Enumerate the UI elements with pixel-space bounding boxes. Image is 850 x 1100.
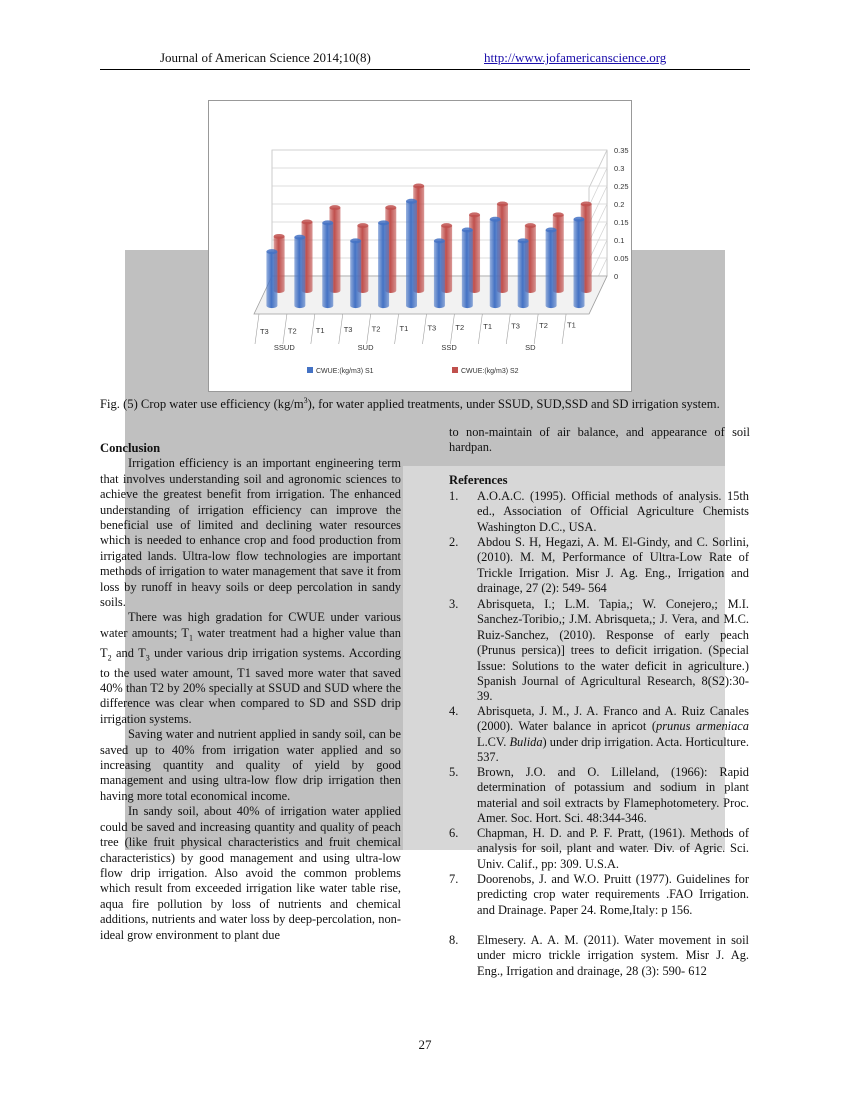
category-divider (478, 314, 482, 344)
category-divider (339, 314, 343, 344)
bar-top (574, 217, 585, 222)
category-divider (367, 314, 371, 344)
bar-top (434, 238, 445, 243)
conclusion-paragraph-3: Saving water and nutrient applied in sandy soil, can be saved up to 40% from irrigation water applied and so increasing quantity and quality of yield by good management and using ultra-low flow drip irrigation then having more total economical income. (100, 727, 401, 803)
y-tick-label: 0.3 (614, 164, 625, 173)
bar-top (322, 220, 333, 225)
x-tick-label: T2 (371, 324, 381, 334)
legend-label: CWUE:(kg/m3) S1 (316, 368, 374, 375)
reference-item: 2. Abdou S. H, Hegazi, A. M. El-Gindy, and C. Sorlini, (2010). M. M, Performance of Ultra-Low Rate of Trickle Irrigation. Misr J. Ag. Eng., Irrigation and drainage, 27 (2): 549- 564 (449, 535, 749, 596)
bar-top (469, 212, 480, 217)
bar-top (462, 228, 473, 233)
x-tick-label: T3 (511, 321, 520, 331)
right-column (449, 425, 750, 488)
header-rule (100, 69, 750, 70)
category-divider (395, 314, 399, 344)
x-tick-label: T3 (427, 323, 437, 333)
bar-body (406, 201, 417, 308)
bar-body (378, 223, 389, 308)
bar-top (581, 202, 592, 207)
x-tick-label: T1 (483, 322, 493, 332)
y-tick-label: 0 (614, 272, 619, 281)
references-heading: References (449, 472, 508, 487)
category-divider (283, 314, 287, 344)
x-tick-label: T2 (539, 321, 548, 330)
bar-top (553, 212, 564, 217)
bar-top (546, 228, 557, 233)
bar-top (525, 223, 536, 228)
journal-url[interactable]: http://www.jofamericanscience.org (484, 50, 667, 65)
bar-body (294, 237, 305, 308)
bar-body (434, 241, 445, 308)
category-divider (311, 314, 315, 344)
y-tick-label: 0.2 (614, 200, 625, 209)
bar-top (406, 199, 417, 204)
conclusion-section (100, 441, 401, 943)
reference-item: 6. Chapman, H. D. and P. F. Pratt, (1961). Methods of analysis for soil, plant and water. Div. of Agric. Sci. Univ. Calif., pp: 309. U.S.A. (449, 826, 749, 871)
reference-item: 3. Abrisqueta, I.; L.M. Tapia,; W. Conejero,; M.I. Sanchez-Toribio,; J.M. Abrisqueta,; J. Vera, and M.C. Ruiz-Sanchez, (2010). Response of early peach (Prunus persica)] trees to deficit irrigation. (Special Issue: Solutions to the water deficit in agriculture.) Spanish Journal of Agricultural Research, 8(S2):30-39. (449, 597, 749, 704)
conclusion-heading: Conclusion (100, 441, 161, 455)
legend-label: CWUE:(kg/m3) S2 (461, 368, 519, 375)
bar-top (378, 220, 389, 225)
x-tick-label: T3 (259, 327, 269, 336)
bar-top (441, 223, 452, 228)
bar-top (266, 249, 277, 254)
y-tick-label: 0.05 (614, 254, 629, 263)
bar-top (357, 223, 368, 228)
x-tick-label: T1 (567, 320, 576, 330)
bar-body (322, 223, 333, 308)
bar-top (294, 235, 305, 240)
legend-swatch (307, 367, 313, 373)
bar-top (413, 184, 424, 189)
conclusion-paragraph-1: Irrigation efficiency is an important engineering term that involves understanding soil and agronomic sciences to achieve the greatest benefit from irrigation. The enhanced understanding of irrigation efficiency can improve the beneficial use of limited and declining water resources which is needed to enhance crop and food production from irrigated lands. Ultra-low flow technologies are important methods of irrigation to water management that save it from loss by runoff in heavy soils or deep percolation in sandy soils. (100, 456, 401, 610)
bar-body (574, 219, 585, 308)
group-label: SD (525, 343, 536, 352)
bar-top (497, 202, 508, 207)
page-number: 27 (418, 1037, 432, 1052)
bar-body (518, 241, 529, 308)
reference-item: 1. A.O.A.C. (1995). Official methods of analysis. 15th ed., Association of Official Agriculture Chemists Washington D.C., USA. (449, 489, 749, 534)
x-tick-label: T3 (343, 325, 353, 335)
bar-top (385, 205, 396, 210)
journal-title: Journal of American Science 2014;10(8) (160, 50, 371, 65)
bar-body (266, 252, 277, 309)
reference-item: 5. Brown, J.O. and O. Lilleland, (1966): Rapid determination of potassium and sodium in plant material and soil extracts by Flamephotometery. Proc. Amer. Soc. Hort. Sci. 48:344-346. (449, 765, 749, 826)
bar-top (490, 217, 501, 222)
x-tick-label: T2 (287, 326, 297, 336)
category-divider (450, 314, 454, 344)
y-tick-label: 0.1 (614, 236, 625, 245)
group-label: SSD (441, 343, 457, 352)
conclusion-continuation: to non-maintain of air balance, and appearance of soil hardpan. (449, 425, 750, 455)
conclusion-paragraph-4: In sandy soil, about 40% of irrigation water applied could be saved and increasing quantity and quality of peach tree (like fruit physical characteristics and fruit chemical characteristics) by good management and using ultra-low flow drip irrigation. Also avoid the common problems which result from exceeded irrigation like water table rise, aqua fire pollution by loss of nutrients and chemical additions, nutrients and water loss by deep-percolation, non-ideal grow environment to plant due (100, 804, 401, 942)
bar-top (350, 238, 361, 243)
category-divider (255, 314, 259, 344)
bar-body (490, 219, 501, 308)
conclusion-paragraph-2: There was high gradation for CWUE under various water amounts; $T_1$ water treatment had a higher value than $T_2$ and $T_3$ under various drip irrigation systems. According to the used water amount, T1 saved more water that saved 40% than T2 by 20% specially at SSUD and SUD where the difference was clear when compared to SD and SSD drip irrigation systems. (100, 610, 401, 726)
x-tick-label: T1 (399, 324, 409, 333)
reference-item: 4. Abrisqueta, J. M., J. A. Franco and A. Ruiz Canales (2000). Water balance in apricot (prunus armeniaca L.CV. Bulida) under drip irrigation. Acta. Horticulture. 537. (449, 704, 749, 765)
reference-item: 8. Elmesery. A. A. M. (2011). Water movement in soil under micro trickle irrigation system. Misr J. Ag. Eng., Irrigation and drainage, 28 (3): 590- 612 (449, 933, 749, 978)
y-tick-label: 0.15 (614, 218, 629, 227)
y-tick-label: 0.35 (614, 146, 629, 155)
y-tick-label: 0.25 (614, 182, 629, 191)
cwue-chart (209, 101, 631, 391)
reference-item: 7. Doorenobs, J. and W.O. Pruitt (1977). Guidelines for predicting crop water requirements .FAO Irrigation. and Drainage. Paper 24. Rome,Italy: p 156. (449, 872, 749, 917)
figure-frame (208, 100, 632, 392)
x-tick-label: T2 (455, 322, 465, 332)
figure-caption: Fig. (5) Crop water use efficiency $(kg/m^3)$, for water applied treatments, under SSUD, SUD,SSD and SD irrigation system. (100, 396, 720, 412)
references-list (449, 489, 750, 989)
category-divider (534, 314, 538, 344)
bar-body (350, 241, 361, 308)
group-label: SUD (357, 343, 374, 352)
bar-top (274, 234, 285, 239)
bar-body (462, 230, 473, 308)
legend-swatch (452, 367, 458, 373)
bar-top (518, 238, 529, 243)
bar-top (329, 205, 340, 210)
bar-top (302, 220, 313, 225)
x-tick-label: T1 (315, 325, 325, 335)
category-divider (562, 314, 566, 344)
category-divider (423, 314, 427, 344)
category-divider (506, 314, 510, 344)
bar-body (546, 230, 557, 308)
group-label: SSUD (273, 343, 295, 352)
